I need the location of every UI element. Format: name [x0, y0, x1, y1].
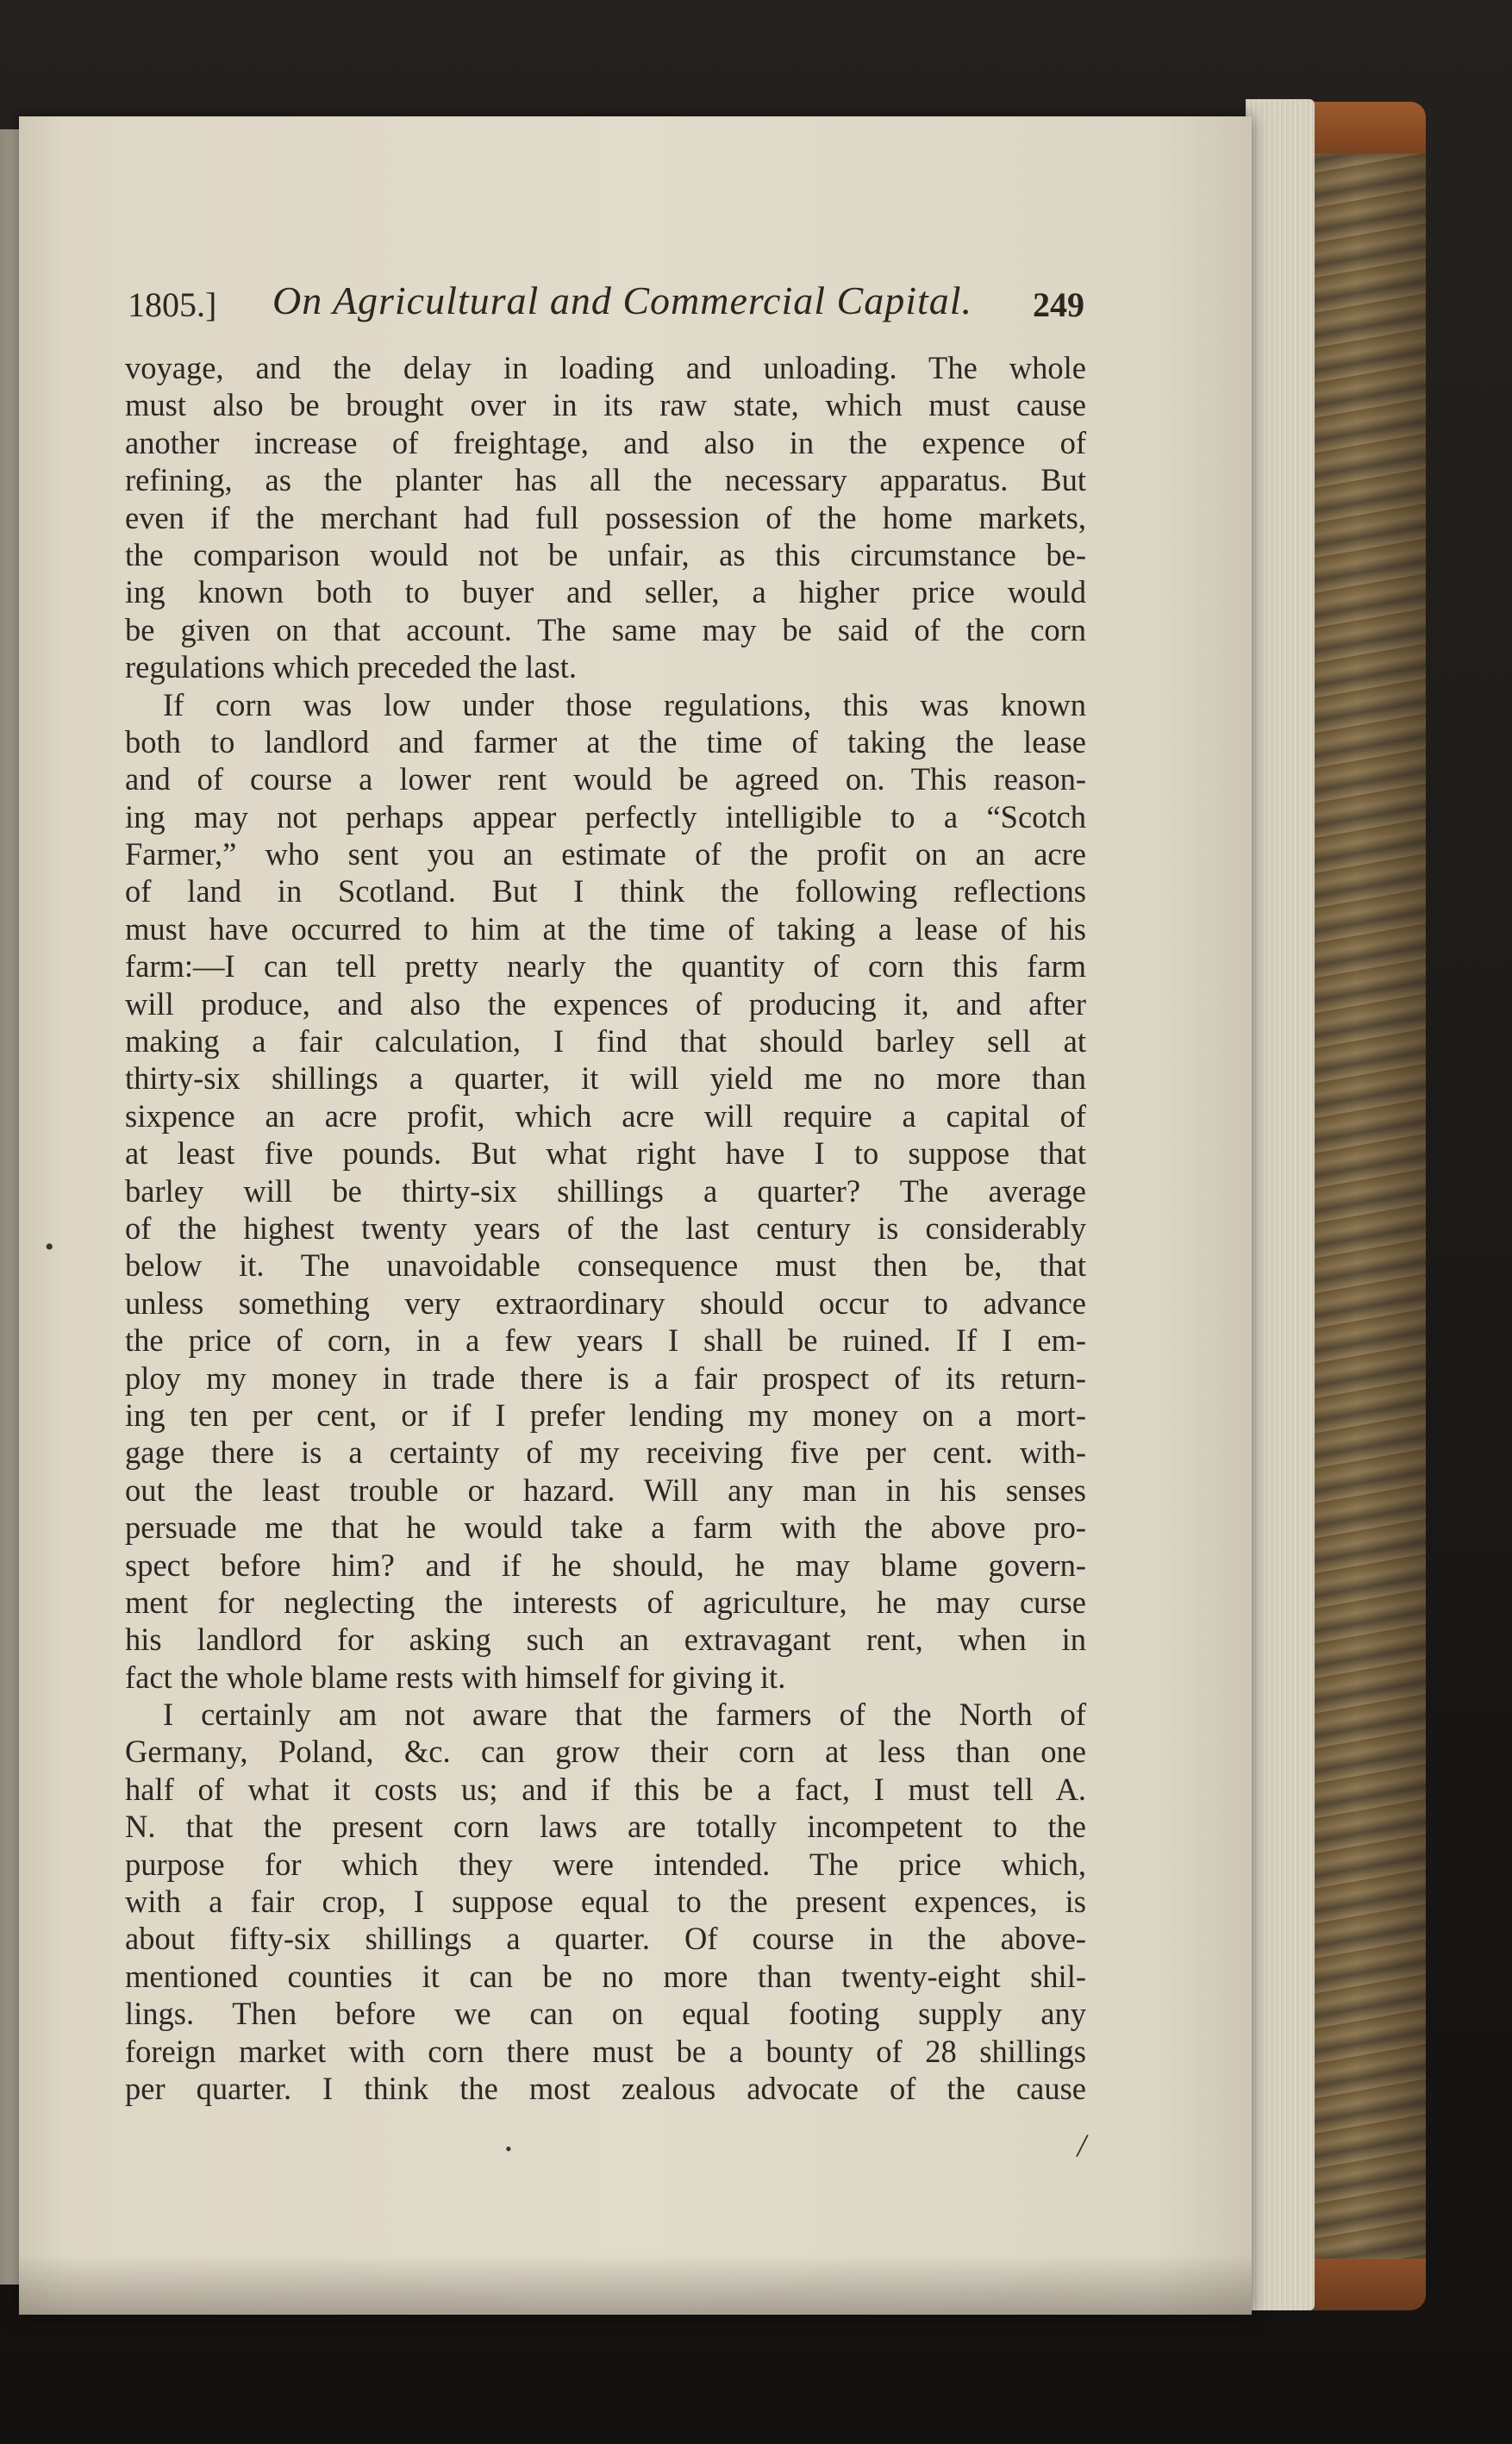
- text-line: purpose for which they were intended. The price which,: [125, 1846, 1086, 1882]
- text-line: below it. The unavoidable consequence must then be, that: [125, 1247, 1086, 1284]
- text-line: ing ten per cent, or if I prefer lending my money on a mort-: [125, 1397, 1086, 1433]
- text-line: mentioned counties it can be no more than twenty-eight shil-: [125, 1958, 1086, 1994]
- running-head: [128, 278, 1084, 329]
- text-line: and of course a lower rent would be agreed on. This reason-: [125, 761, 1086, 797]
- text-line: making a fair calculation, I find that should barley sell at: [125, 1023, 1086, 1059]
- text-line: of the highest twenty years of the last century is considerably: [125, 1209, 1086, 1246]
- text-line: ment for neglecting the interests of agriculture, he may curse: [125, 1584, 1086, 1620]
- page-number: 249: [1033, 285, 1084, 324]
- text-line: spect before him? and if he should, he may blame govern-: [125, 1547, 1086, 1583]
- text-line: the comparison would not be unfair, as this circumstance be-: [125, 536, 1086, 572]
- text-line: regulations which preceded the last.: [125, 649, 577, 685]
- text-line: ploy my money in trade there is a fair prospect of its return-: [125, 1360, 1086, 1396]
- text-line: both to landlord and farmer at the time of taking the lease: [125, 723, 1086, 759]
- text-line: about fifty-six shillings a quarter. Of course in the above-: [125, 1921, 1086, 1957]
- text-line: with a fair crop, I suppose equal to the present expences, is: [125, 1884, 1086, 1920]
- bottom-mark: •: [505, 2138, 512, 2160]
- text-line: will produce, and also the expences of producing it, and after: [125, 985, 1086, 1022]
- text-line: the price of corn, in a few years I shall be ruined. If I em-: [125, 1322, 1086, 1359]
- text-line: at least five pounds. But what right have I to suppose that: [125, 1135, 1086, 1172]
- margin-mark: •: [45, 1233, 54, 1261]
- text-line: fact the whole blame rests with himself for giving it.: [125, 1659, 786, 1695]
- text-line: N. that the present corn laws are totally incompetent to the: [125, 1809, 1086, 1845]
- body-text: [125, 349, 1086, 2107]
- text-line: sixpence an acre profit, which acre will require a capital of: [125, 1097, 1086, 1134]
- text-line: of land in Scotland. But I think the following reflections: [125, 873, 1086, 909]
- bottom-slash-mark: /: [1074, 2125, 1090, 2166]
- text-line: per quarter. I think the most zealous advocate of the cause: [125, 2070, 1086, 2106]
- text-line: gage there is a certainty of my receiving five per cent. with-: [125, 1435, 1086, 1471]
- running-head-year: 1805.]: [128, 285, 217, 324]
- text-line: refining, as the planter has all the necessary apparatus. But: [125, 462, 1086, 498]
- text-line: out the least trouble or hazard. Will any man in his senses: [125, 1472, 1086, 1508]
- text-line: ing known both to buyer and seller, a higher price would: [125, 574, 1086, 610]
- text-line: foreign market with corn there must be a bounty of 28 shillings: [125, 2033, 1086, 2069]
- marbled-cover-edge: [1310, 103, 1426, 2306]
- text-line: must have occurred to him at the time of taking a lease of his: [125, 910, 1086, 947]
- text-line: Farmer,” who sent you an estimate of the profit on an acre: [125, 836, 1086, 872]
- text-line: even if the merchant had full possession of the home markets,: [125, 499, 1086, 535]
- text-line: farm:—I can tell pretty nearly the quantity of corn this farm: [125, 948, 1086, 984]
- text-line: persuade me that he would take a farm with the above pro-: [125, 1510, 1086, 1546]
- text-line: his landlord for asking such an extravagant rent, when in: [125, 1622, 1086, 1658]
- text-line: must also be brought over in its raw state, which must cause: [125, 387, 1086, 423]
- text-line: If corn was low under those regulations, this was known: [163, 686, 1086, 722]
- text-line: voyage, and the delay in loading and unloading. The whole: [125, 350, 1086, 385]
- text-line: another increase of freightage, and also in the expence of: [125, 424, 1086, 460]
- text-line: barley will be thirty-six shillings a quarter? The average: [125, 1172, 1086, 1209]
- text-line: Germany, Poland, &c. can grow their corn at less than one: [125, 1734, 1086, 1770]
- text-line: lings. Then before we can on equal footing supply any: [125, 1996, 1086, 2032]
- running-head-title: On Agricultural and Commercial Capital.: [272, 278, 973, 322]
- text-line: be given on that account. The same may be said of the corn: [125, 611, 1086, 647]
- text-line: unless something very extraordinary should occur to advance: [125, 1285, 1086, 1321]
- text-line: half of what it costs us; and if this be a fact, I must tell A.: [125, 1771, 1086, 1807]
- text-line: I certainly am not aware that the farmers of the North of: [163, 1697, 1086, 1733]
- text-line: ing may not perhaps appear perfectly intelligible to a “Scotch: [125, 798, 1086, 834]
- page-stack-edge: [1246, 99, 1315, 2310]
- text-line: thirty-six shillings a quarter, it will yield me no more than: [125, 1060, 1086, 1097]
